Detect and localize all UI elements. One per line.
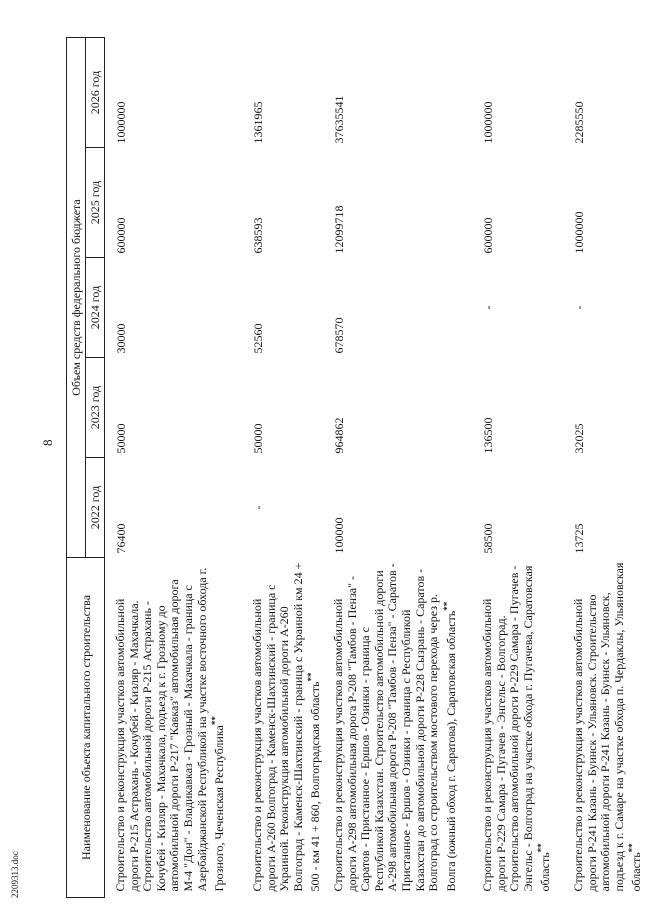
value-2026: 1000000 — [480, 101, 495, 144]
value-2025: 600000 — [114, 217, 128, 254]
value-2025: 1000000 — [571, 211, 586, 254]
header-year-2024: 2024 год — [86, 258, 105, 358]
object-name: Строительство и реконструкция участков автомобильной дороги А-298 автомобильная дорога Р-208 "Тамбов - Пенза" - Саратов - Пристанное - Ершов - Озинки - граница с Республикой Казахстан. Строительство автомобильной дороги А-298 автомобильная дорога Р-208 "Тамбов - Пенза" - Саратов - Пристанное - Ершов - Озинки - граница с Республикой Казахстан до автомобильной дороги Р-228 Сызрань - Саратов - Волгоград со строительством мостового перехода через р. Волга (южный обход г. Саратова), Саратовская область** — [330, 563, 458, 892]
value-2022: 58500 — [480, 523, 495, 554]
object-name: Строительство и реконструкция участков автомобильной дороги Р-229 Самара - Пугачев - Энгельс - Волгоград. Строительство автомобильной дороги Р-229 Самара - Пугачев - Энгельс - Волгоград на участке обхода г. Пугачева, Саратовская область** — [479, 565, 553, 892]
value-2024: 30000 — [114, 323, 128, 354]
value-2024: - — [571, 305, 586, 310]
value-2022: - — [251, 505, 265, 510]
value-2024: - — [480, 305, 495, 310]
value-2026: 1000000 — [114, 101, 128, 144]
header-year-2023: 2023 год — [86, 358, 105, 458]
object-name: Строительство и реконструкция участков автомобильной дороги А-260 Волгоград - Каменск-Шахтинский - граница с Украиной. Реконструкция автомобильной дороги А-260 Волгоград - Каменск-Шахтинский - граница с Украиной км 24 + 500 - км 41 + 860, Волгоградская область** — [250, 562, 323, 892]
value-2022: 76400 — [114, 523, 128, 554]
table-row — [323, 37, 472, 897]
value-2026: 37635541 — [331, 95, 346, 144]
table-row — [242, 37, 323, 897]
object-name: Строительство и реконструкция участков автомобильной дороги Р-215 Астрахань - Кочубей - Кизляр - Махачкала. Строительство автомобильной дороги Р-215 Астрахань - Кочубей - Кизляр - Махачкала, подъезд к г. Грозному до автомобильной дороги Р-217 "Кавказ" автомобильная дорога М-4 "Дон" - Владикавказ - Грозный - Махачкала - граница с Азербайджанской Республикой на участке восточного обхода г. Грозного, Чеченская Республика** — [113, 567, 227, 892]
header-year-2025: 2025 год — [86, 148, 105, 258]
value-2023: 32025 — [571, 423, 586, 454]
value-2025: 638593 — [251, 217, 265, 254]
value-2025: 12099718 — [331, 205, 346, 254]
table-row — [563, 37, 654, 897]
value-2026: 1361965 — [251, 101, 265, 144]
document-code: 2209313.doc — [10, 851, 20, 898]
value-2023: 136500 — [480, 417, 495, 454]
value-2022: 13725 — [571, 523, 586, 554]
page-number: 8 — [40, 439, 55, 446]
value-2023: 964862 — [331, 417, 346, 454]
header-name-column: Наименование объекта капитального строительства — [67, 558, 105, 898]
value-2023: 50000 — [114, 423, 128, 454]
table-row — [472, 37, 563, 897]
value-2022: 100000 — [331, 517, 346, 554]
table-row — [105, 37, 243, 897]
budget-table — [66, 37, 654, 898]
header-budget-group: Объем средств федерального бюджета — [67, 37, 86, 557]
value-2023: 50000 — [251, 423, 265, 454]
header-year-2026: 2026 год — [86, 37, 105, 147]
value-2025: 600000 — [480, 217, 495, 254]
value-2024: 52560 — [251, 323, 265, 354]
object-name: Строительство и реконструкция участков автомобильной дороги Р-241 Казань - Буинск - Ульяновск. Строительство автомобильной дороги Р-241 Казань - Буинск - Ульяновск, подъезд к г. Самаре на участке обхода п. Чердаклы, Ульяновская область** — [570, 562, 644, 892]
value-2024: 678570 — [331, 317, 346, 354]
value-2026: 2285550 — [571, 101, 586, 144]
budget-table-rotated — [66, 38, 644, 898]
header-year-2022: 2022 год — [86, 458, 105, 558]
